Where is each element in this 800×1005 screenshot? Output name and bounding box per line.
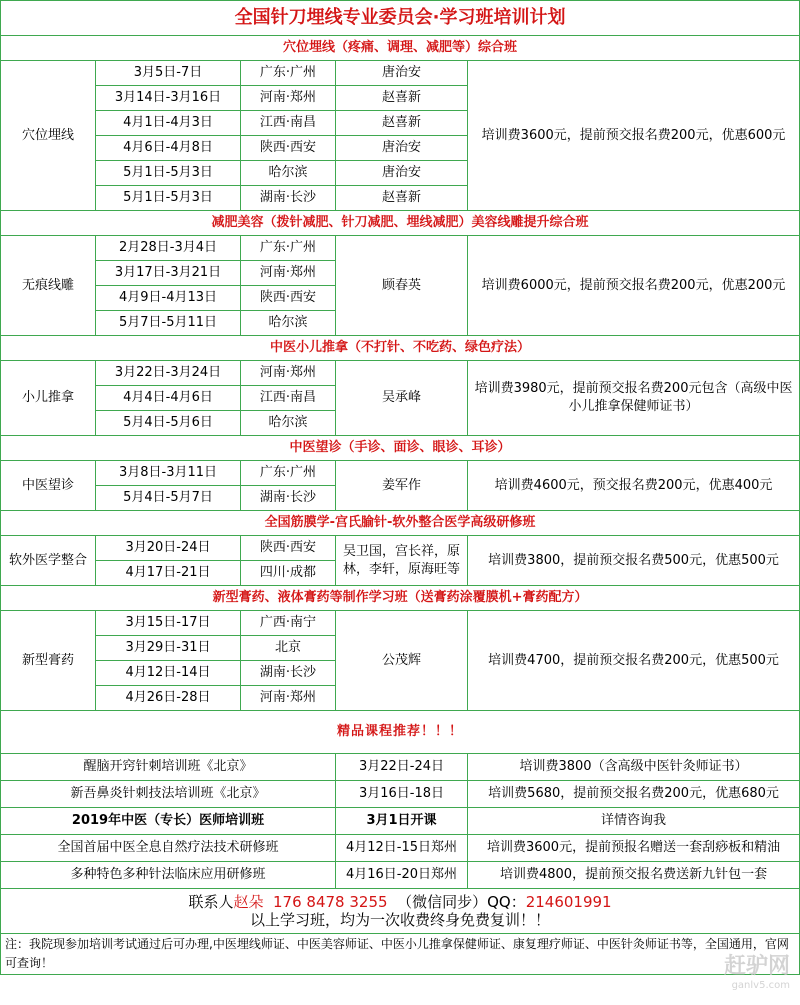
course-location: 北京 [241, 636, 336, 661]
section-heading: 中医望诊（手诊、面诊、眼诊、耳诊） [1, 436, 800, 461]
recommend-row [1, 754, 800, 781]
section-heading: 新型膏药、液体膏药等制作学习班（送膏药涂覆膜机+膏药配方） [1, 586, 800, 611]
recommend-course-fee: 培训费3800（含高级中医针灸师证书） [468, 754, 800, 781]
course-name: 小儿推拿 [1, 361, 96, 436]
course-date: 2月28日-3月4日 [96, 236, 241, 261]
contact-label: 联系人 [188, 893, 234, 911]
section-heading-row [1, 511, 800, 536]
recommend-row [1, 781, 800, 808]
table-row [1, 361, 800, 386]
teacher-name: 顾春英 [336, 236, 468, 336]
course-location: 湖南·长沙 [241, 661, 336, 686]
course-fee: 培训费4600元，预交报名费200元，优惠400元 [468, 461, 800, 511]
course-location: 哈尔滨 [241, 311, 336, 336]
table-row [1, 61, 800, 86]
contact-row [1, 889, 800, 934]
course-location: 哈尔滨 [241, 161, 336, 186]
section-heading: 穴位埋线（疼痛、调理、减肥等）综合班 [1, 36, 800, 61]
contact-phone: 176 8478 3255 [273, 893, 388, 911]
section-heading-row [1, 36, 800, 61]
teacher-name: 公茂辉 [336, 611, 468, 711]
teacher-name: 唐治安 [336, 136, 468, 161]
course-date: 5月1日-5月3日 [96, 161, 241, 186]
course-location: 哈尔滨 [241, 411, 336, 436]
course-name: 软外医学整合 [1, 536, 96, 586]
recommend-course-name: 多种特色多种针法临床应用研修班 [1, 862, 336, 889]
teacher-name: 赵喜新 [336, 186, 468, 211]
course-date: 4月1日-4月3日 [96, 111, 241, 136]
course-fee: 培训费4700，提前预交报名费200元，优惠500元 [468, 611, 800, 711]
recommend-course-date: 4月12日-15日郑州 [336, 835, 468, 862]
course-date: 4月12日-14日 [96, 661, 241, 686]
course-location: 广东·广州 [241, 236, 336, 261]
course-location: 湖南·长沙 [241, 186, 336, 211]
recommend-row [1, 835, 800, 862]
course-location: 广东·广州 [241, 461, 336, 486]
section-heading-row [1, 436, 800, 461]
course-location: 河南·郑州 [241, 361, 336, 386]
section-heading-row [1, 586, 800, 611]
course-fee: 培训费3800，提前预交报名费500元，优惠500元 [468, 536, 800, 586]
teacher-name: 姜军作 [336, 461, 468, 511]
recommend-row [1, 808, 800, 835]
course-name: 无痕线雕 [1, 236, 96, 336]
table-row [1, 536, 800, 561]
recommend-course-name: 醒脑开窍针刺培训班《北京》 [1, 754, 336, 781]
table-row [1, 236, 800, 261]
course-location: 河南·郑州 [241, 86, 336, 111]
course-date: 3月17日-3月21日 [96, 261, 241, 286]
course-location: 四川·成都 [241, 561, 336, 586]
section-heading: 中医小儿推拿（不打针、不吃药、绿色疗法） [1, 336, 800, 361]
course-date: 3月29日-31日 [96, 636, 241, 661]
teacher-name: 唐治安 [336, 61, 468, 86]
recommend-heading: 精品课程推荐！！！ [1, 711, 800, 754]
contact-qq: 214601991 [525, 893, 612, 911]
course-location: 陕西·西安 [241, 536, 336, 561]
section-heading: 减肥美容（拨针减肥、针刀减肥、埋线减肥）美容线雕提升综合班 [1, 211, 800, 236]
teacher-name: 唐治安 [336, 161, 468, 186]
recommend-course-fee: 培训费4800，提前预交报名费送新九针包一套 [468, 862, 800, 889]
course-location: 江西·南昌 [241, 111, 336, 136]
course-date: 3月8日-3月11日 [96, 461, 241, 486]
course-fee: 培训费3980元，提前预交报名费200元包含（高级中医小儿推拿保健师证书） [468, 361, 800, 436]
course-location: 河南·郑州 [241, 261, 336, 286]
watermark-logo: 赶驴网 ganlv5.com [723, 954, 790, 991]
teacher-name: 赵喜新 [336, 111, 468, 136]
free-review-note: 以上学习班，均为一次收费终身免费复训！！ [250, 911, 551, 929]
course-date: 4月17日-21日 [96, 561, 241, 586]
certificate-note: 注：我院现参加培训考试通过后可办理,中医埋线师证、中医美容师证、中医小儿推拿保健师证、康复理疗师证、中医针灸师证书等，全国通用，官网可查询！ [1, 934, 800, 975]
course-date: 4月4日-4月6日 [96, 386, 241, 411]
course-fee: 培训费6000元，提前预交报名费200元，优惠200元 [468, 236, 800, 336]
table-row [1, 461, 800, 486]
course-date: 5月4日-5月7日 [96, 486, 241, 511]
recommend-row [1, 862, 800, 889]
course-date: 3月22日-3月24日 [96, 361, 241, 386]
recommend-course-fee: 详情咨询我 [468, 808, 800, 835]
section-heading: 全国筋膜学-宫氏腧针-软外整合医学高级研修班 [1, 511, 800, 536]
course-name: 中医望诊 [1, 461, 96, 511]
course-location: 湖南·长沙 [241, 486, 336, 511]
contact-info [1, 889, 800, 934]
course-date: 3月20日-24日 [96, 536, 241, 561]
course-fee: 培训费3600元，提前预交报名费200元，优惠600元 [468, 61, 800, 211]
course-date: 4月6日-4月8日 [96, 136, 241, 161]
course-location: 广西·南宁 [241, 611, 336, 636]
course-date: 3月14日-3月16日 [96, 86, 241, 111]
recommend-heading-row [1, 711, 800, 754]
course-date: 5月4日-5月6日 [96, 411, 241, 436]
note-row [1, 934, 800, 975]
table-row [1, 611, 800, 636]
teacher-name: 赵喜新 [336, 86, 468, 111]
recommend-course-date: 3月1日开课 [336, 808, 468, 835]
course-date: 3月5日-7日 [96, 61, 241, 86]
course-date: 5月7日-5月11日 [96, 311, 241, 336]
course-location: 陕西·西安 [241, 286, 336, 311]
teacher-name: 吴卫国，宫长祥，原林，李轩，原海旺等 [336, 536, 468, 586]
recommend-course-date: 3月16日-18日 [336, 781, 468, 808]
course-location: 广东·广州 [241, 61, 336, 86]
section-heading-row [1, 336, 800, 361]
recommend-course-fee: 培训费5680，提前预交报名费200元，优惠680元 [468, 781, 800, 808]
contact-name: 赵朵 [233, 893, 264, 911]
course-date: 3月15日-17日 [96, 611, 241, 636]
course-date: 4月26日-28日 [96, 686, 241, 711]
recommend-course-fee: 培训费3600元，提前预报名赠送一套刮痧板和精油 [468, 835, 800, 862]
recommend-course-name: 全国首届中医全息自然疗法技术研修班 [1, 835, 336, 862]
teacher-name: 吴承峰 [336, 361, 468, 436]
course-location: 江西·南昌 [241, 386, 336, 411]
page-title: 全国针刀埋线专业委员会·学习班培训计划 [1, 1, 800, 36]
recommend-course-date: 4月16日-20日郑州 [336, 862, 468, 889]
course-date: 4月9日-4月13日 [96, 286, 241, 311]
recommend-course-name: 2019年中医（专长）医师培训班 [1, 808, 336, 835]
contact-wechat-qq: （微信同步）QQ： [397, 893, 526, 911]
course-date: 5月1日-5月3日 [96, 186, 241, 211]
recommend-course-date: 3月22日-24日 [336, 754, 468, 781]
course-name: 穴位埋线 [1, 61, 96, 211]
section-heading-row [1, 211, 800, 236]
recommend-course-name: 新吾鼻炎针刺技法培训班《北京》 [1, 781, 336, 808]
course-name: 新型膏药 [1, 611, 96, 711]
course-location: 河南·郑州 [241, 686, 336, 711]
course-location: 陕西·西安 [241, 136, 336, 161]
